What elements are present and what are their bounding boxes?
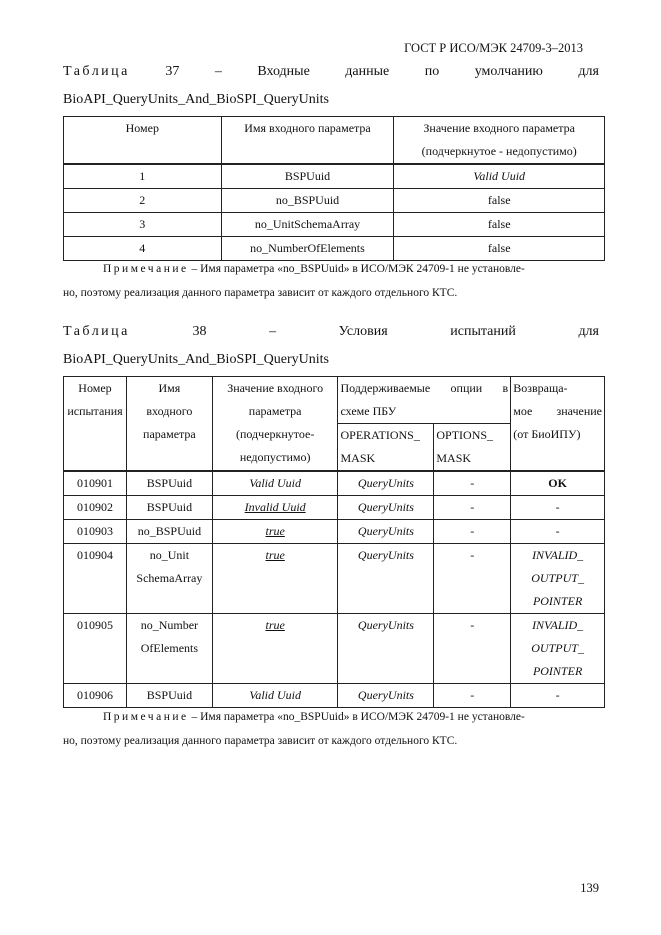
cell-param-value: true (212, 544, 338, 614)
table-38 (63, 376, 605, 708)
header-line: Имя (158, 381, 181, 395)
cell-param-name: no_UnitSchemaArray (221, 213, 394, 237)
name-line: SchemaArray (136, 571, 203, 585)
caption-word: – (214, 64, 222, 79)
header-param-name: Имя входного параметра (221, 117, 394, 165)
return-line: INVALID_ (532, 618, 584, 632)
header-line: (подчеркнутое - недопустимо) (421, 144, 577, 158)
header-return-value (511, 377, 605, 472)
cell-number: 2 (64, 189, 222, 213)
return-line: OUTPUT_ (531, 641, 584, 655)
header-line: MASK (436, 451, 472, 465)
caption-word: данные (345, 64, 390, 79)
header-param-value (394, 117, 605, 165)
cell-test-number: 010901 (64, 471, 127, 496)
caption-word: умолчанию (474, 64, 543, 79)
header-line: Номер (78, 381, 112, 395)
cell-return-value (511, 544, 605, 614)
cell-options-mask: - (434, 496, 511, 520)
table-row (64, 471, 605, 496)
header-line: мое значение (513, 404, 602, 418)
note-label: Примечание (103, 711, 189, 723)
table-header-row (64, 117, 605, 165)
header-line: (подчеркнутое- (235, 427, 315, 441)
table-header-row (64, 377, 605, 424)
table-row (64, 520, 605, 544)
name-line: no_Unit (149, 548, 190, 562)
caption-word: Условия (338, 324, 388, 339)
caption-word: 37 (165, 64, 180, 79)
cell-param-value: false (394, 189, 605, 213)
header-line: Значение входного параметра (423, 121, 575, 135)
header-supported-options (338, 377, 511, 424)
table37-caption (63, 64, 599, 110)
cell-param-value: true (212, 614, 338, 684)
cell-options-mask: - (434, 684, 511, 708)
table38-note (63, 705, 599, 753)
header-line: Значение входного (227, 381, 324, 395)
caption-word: для (578, 324, 599, 339)
table-row (64, 614, 605, 684)
cell-operations-mask: QueryUnits (338, 684, 434, 708)
cell-param-name: no_BSPUuid (221, 189, 394, 213)
cell-test-number: 010905 (64, 614, 127, 684)
note-text: – Имя параметра «no_BSPUuid» в ИСО/МЭК 24709-1 не установле- (188, 263, 525, 275)
return-line: POINTER (532, 594, 583, 608)
note-text: но, поэтому реализация данного параметра зависит от каждого отдельного КТС. (63, 287, 458, 299)
caption-word: для (578, 64, 599, 79)
caption-word: испытаний (450, 324, 516, 339)
cell-param-name: no_BSPUuid (126, 520, 212, 544)
cell-options-mask: - (434, 520, 511, 544)
cell-operations-mask: QueryUnits (338, 614, 434, 684)
cell-options-mask: - (434, 614, 511, 684)
cell-operations-mask: QueryUnits (338, 471, 434, 496)
caption-function-name: BioAPI_QueryUnits_And_BioSPI_QueryUnits (63, 352, 330, 367)
cell-param-value: Valid Uuid (212, 471, 338, 496)
cell-options-mask: - (434, 471, 511, 496)
header-line: OPTIONS_ (436, 428, 494, 442)
cell-param-name: no_NumberOfElements (221, 237, 394, 261)
caption-function-name: BioAPI_QueryUnits_And_BioSPI_QueryUnits (63, 92, 330, 107)
note-label: Примечание (103, 263, 189, 275)
caption-word: по (424, 64, 440, 79)
page-number: 139 (580, 881, 599, 895)
table-row (64, 189, 605, 213)
header-line: входного (146, 404, 193, 418)
cell-return-value (511, 471, 605, 496)
name-line: OfElements (140, 641, 199, 655)
cell-operations-mask: QueryUnits (338, 496, 434, 520)
cell-param-value: true (212, 520, 338, 544)
caption-word: Входные (257, 64, 310, 79)
table-row (64, 164, 605, 189)
header-number: Номер (64, 117, 222, 165)
table-row (64, 496, 605, 520)
cell-return-value (511, 614, 605, 684)
header-line: параметра (248, 404, 302, 418)
note-text: – Имя параметра «no_BSPUuid» в ИСО/МЭК 24709-1 не установле- (188, 711, 525, 723)
name-line: no_Number (140, 618, 199, 632)
cell-param-value: false (394, 237, 605, 261)
cell-options-mask: - (434, 544, 511, 614)
return-line: POINTER (532, 664, 583, 678)
cell-number: 4 (64, 237, 222, 261)
cell-param-name (126, 544, 212, 614)
header-line: Поддерживаемые опции в (340, 381, 509, 395)
cell-number: 1 (64, 164, 222, 189)
table-row (64, 213, 605, 237)
return-line: INVALID_ (532, 548, 584, 562)
cell-param-value: Valid Uuid (394, 164, 605, 189)
table-37 (63, 116, 605, 261)
header-param-name (126, 377, 212, 472)
cell-param-value: false (394, 213, 605, 237)
header-line: Возвраща- (513, 381, 568, 395)
document-header: ГОСТ Р ИСО/МЭК 24709-3–2013 (404, 41, 583, 55)
cell-return-value: - (511, 520, 605, 544)
caption-word: Таблица (63, 324, 130, 339)
cell-test-number: 010906 (64, 684, 127, 708)
cell-return-value: - (511, 496, 605, 520)
header-line: испытания (67, 404, 123, 418)
header-line: параметра (143, 427, 196, 441)
header-line: MASK (340, 451, 376, 465)
table-row (64, 544, 605, 614)
cell-operations-mask: QueryUnits (338, 544, 434, 614)
cell-param-name: BSPUuid (221, 164, 394, 189)
cell-param-name: BSPUuid (126, 471, 212, 496)
caption-word: – (269, 324, 277, 339)
header-line: схеме ПБУ (340, 404, 397, 418)
cell-return-value: - (511, 684, 605, 708)
return-line: OUTPUT_ (531, 571, 584, 585)
cell-test-number: 010903 (64, 520, 127, 544)
header-options-mask (434, 424, 511, 472)
header-test-number (64, 377, 127, 472)
header-line: OPERATIONS_ (340, 428, 420, 442)
cell-param-name: BSPUuid (126, 684, 212, 708)
header-param-value (212, 377, 338, 472)
cell-number: 3 (64, 213, 222, 237)
table37-note (63, 257, 599, 305)
table-row (64, 684, 605, 708)
note-text: но, поэтому реализация данного параметра зависит от каждого отдельного КТС. (63, 735, 458, 747)
cell-param-name (126, 614, 212, 684)
cell-test-number: 010904 (64, 544, 127, 614)
cell-test-number: 010902 (64, 496, 127, 520)
header-line: (от БиоИПУ) (513, 427, 581, 441)
caption-word: Таблица (63, 64, 130, 79)
header-operations-mask (338, 424, 434, 472)
cell-operations-mask: QueryUnits (338, 520, 434, 544)
caption-word: 38 (192, 324, 207, 339)
cell-param-name: BSPUuid (126, 496, 212, 520)
cell-param-value: Invalid Uuid (212, 496, 338, 520)
return-line: OK (548, 476, 567, 490)
cell-param-value: Valid Uuid (212, 684, 338, 708)
header-line: недопустимо) (239, 450, 311, 464)
table38-caption (63, 324, 599, 370)
